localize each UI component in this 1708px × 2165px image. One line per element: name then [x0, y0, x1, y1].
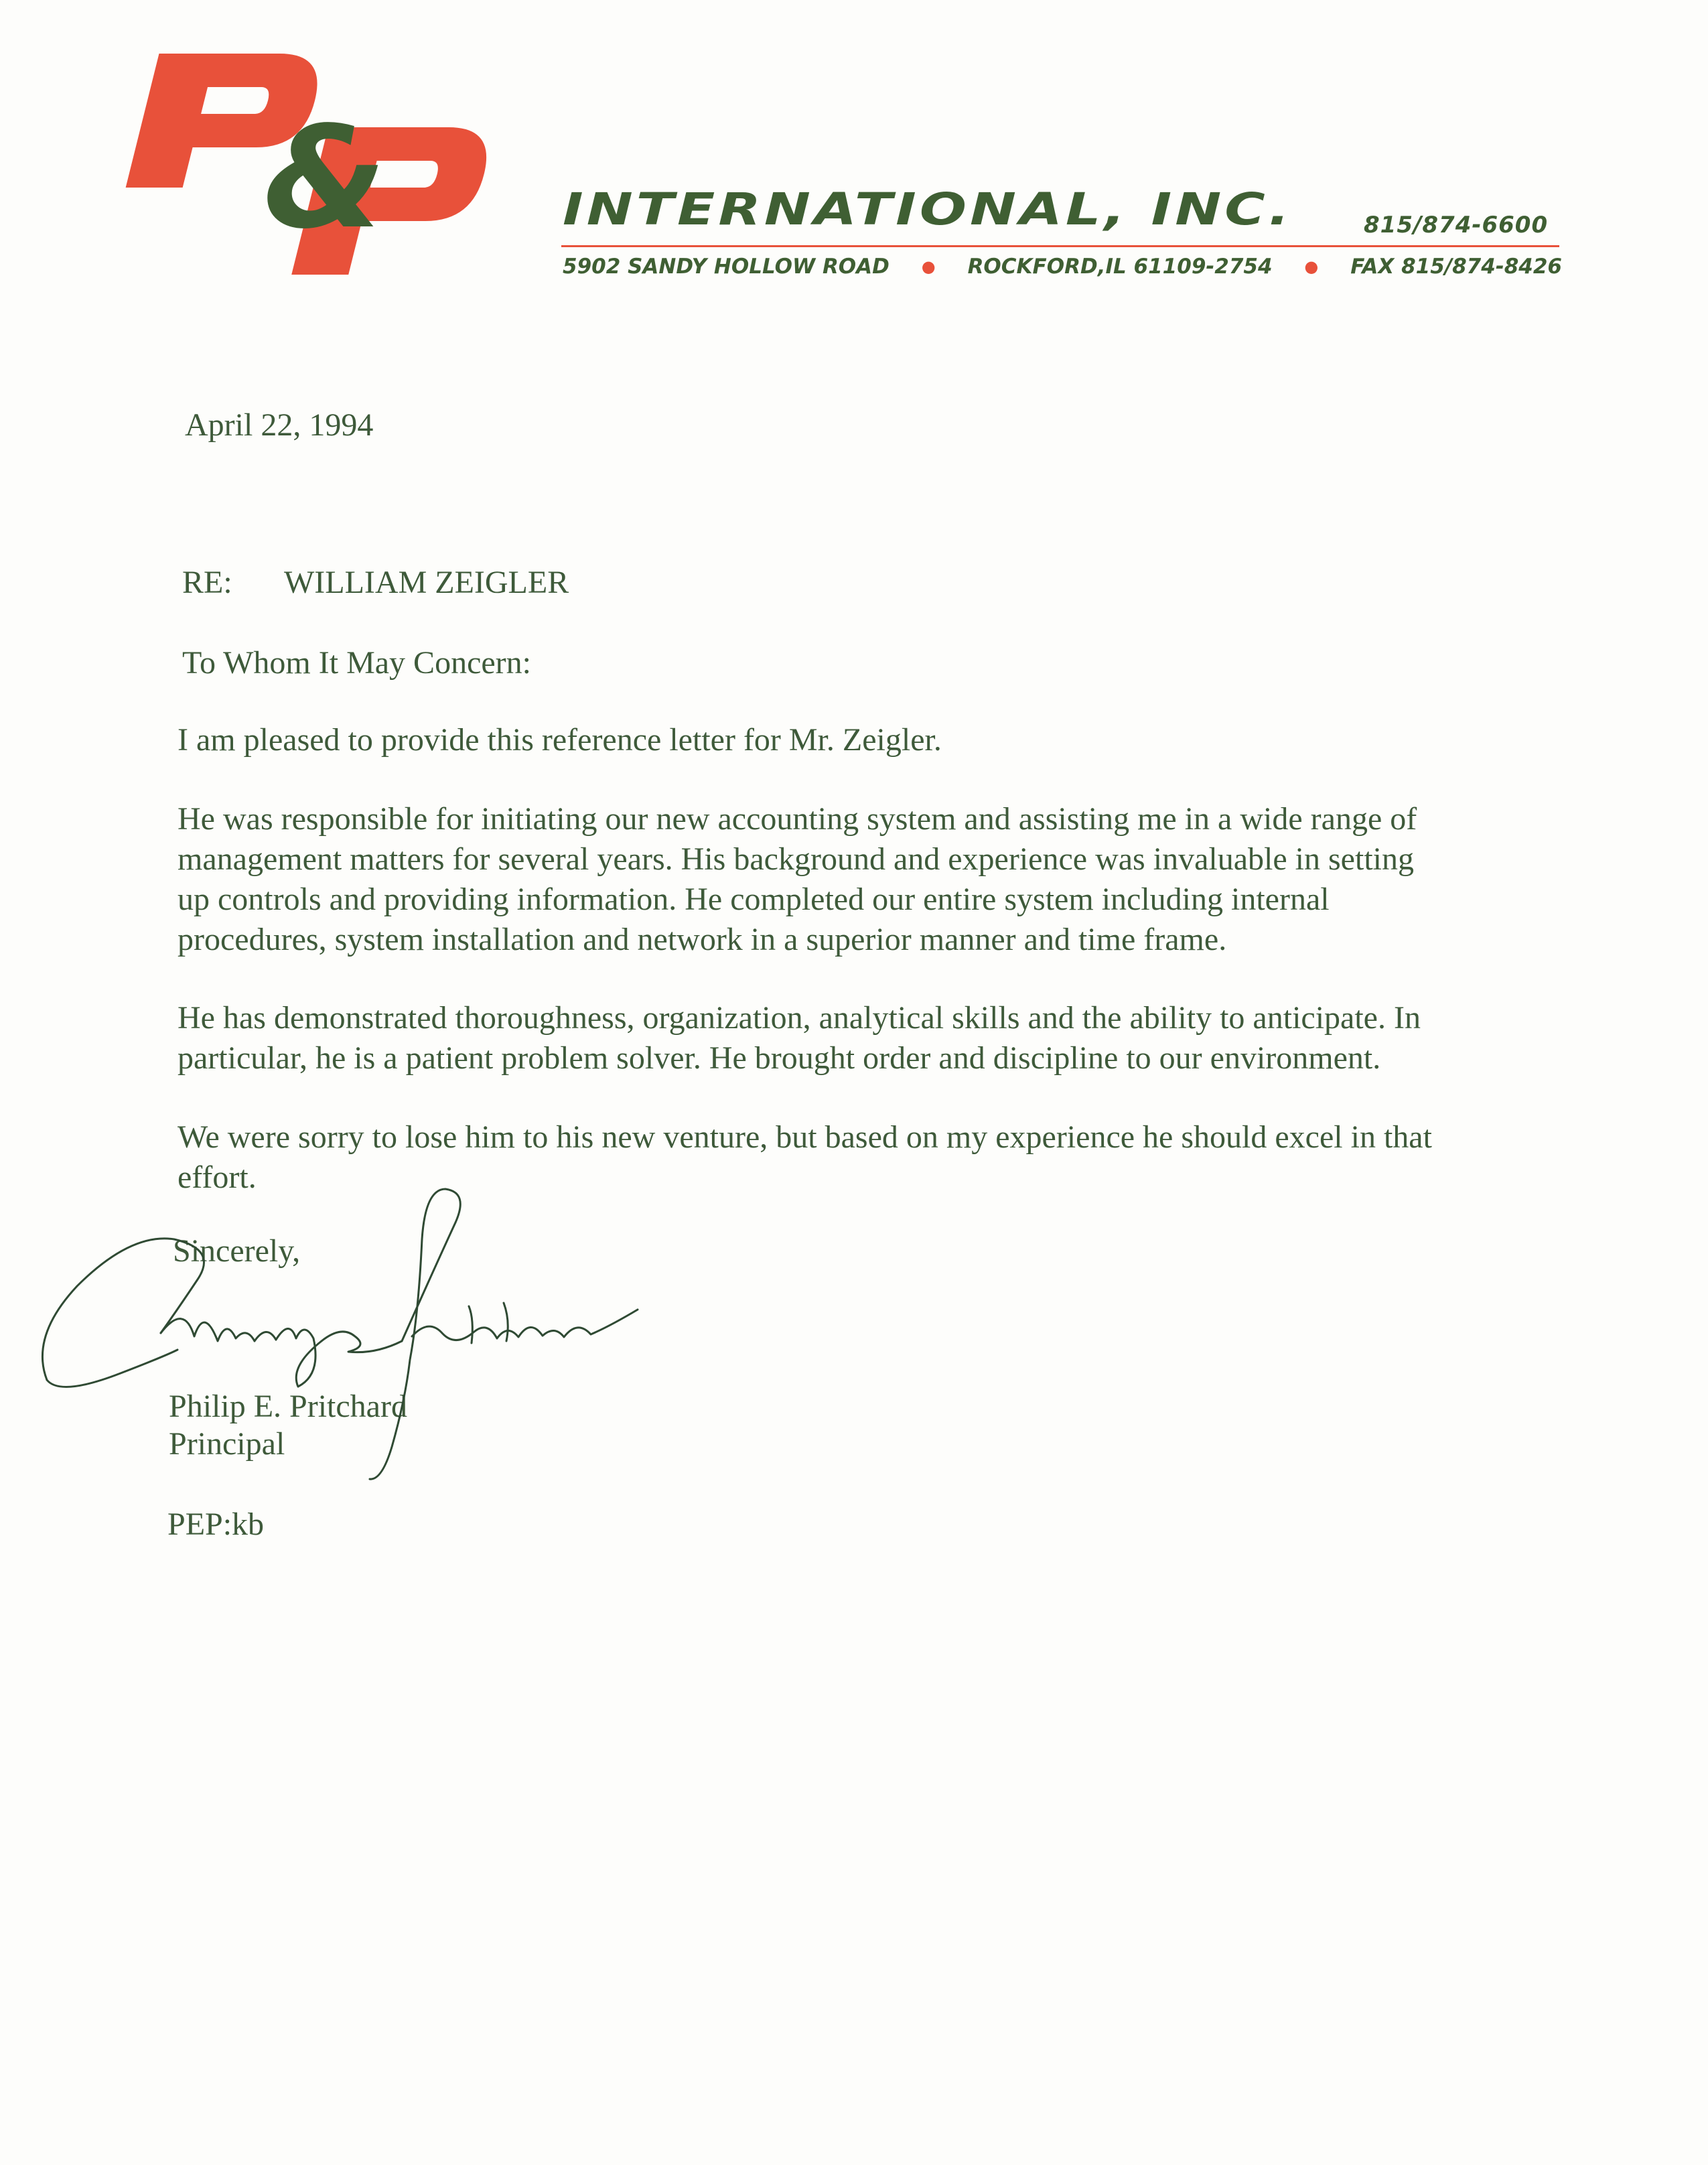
body-paragraph: We were sorry to lose him to his new venture, but based on my experience he should excel in that effort. [177, 1119, 1432, 1195]
signer-name: Philip E. Pritchard [169, 1389, 407, 1424]
bullet-separator: ● [1304, 257, 1319, 276]
company-name: INTERNATIONAL, INC. [563, 184, 1293, 235]
address-line [563, 255, 1562, 279]
handwritten-signature [27, 1166, 670, 1487]
body-paragraph: He has demonstrated thoroughness, organization, analytical skills and the ability to anticipate. In particular, he is a patient problem solver. He brought order and discipline to our environment. [177, 1000, 1421, 1076]
closing: Sincerely, [173, 1233, 301, 1269]
body-paragraph: He was responsible for initiating our new accounting system and assisting me in a wide range of management matters for several years. His background and experience was invaluable in setting up controls and providing information. He completed our entire system including internal procedures, system installation and network in a superior manner and time frame. [177, 801, 1417, 957]
typist-initials: PEP:kb [167, 1507, 265, 1542]
letterhead-divider [561, 245, 1559, 247]
city-address: ROCKFORD,IL 61109-2754 [967, 255, 1273, 279]
fax-number: FAX 815/874-8426 [1350, 255, 1562, 279]
re-label: RE: [182, 565, 232, 600]
company-phone: 815/874-6600 [1364, 212, 1549, 238]
letter-date: April 22, 1994 [185, 407, 374, 443]
re-name: WILLIAM ZEIGLER [284, 565, 569, 600]
bullet-separator: ● [921, 257, 936, 276]
company-logo [107, 47, 509, 288]
body-paragraph: I am pleased to provide this reference letter for Mr. Zeigler. [177, 722, 942, 758]
salutation: To Whom It May Concern: [182, 645, 531, 681]
street-address: 5902 SANDY HOLLOW ROAD [563, 255, 889, 279]
svg-text:&: & [263, 96, 386, 260]
signer-title: Principal [169, 1426, 285, 1462]
